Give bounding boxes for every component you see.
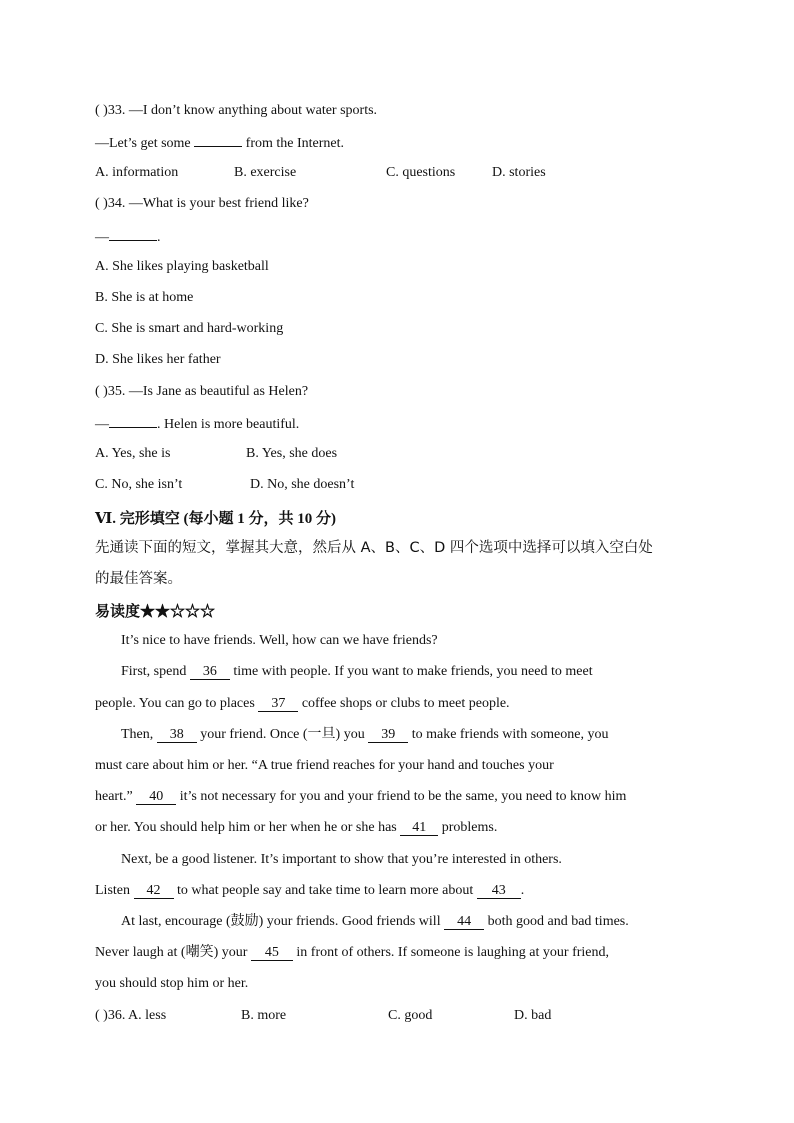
passage-line-7	[95, 819, 497, 837]
section-instruction-2: 的最佳答案。	[95, 571, 182, 587]
q33-option-d: D. stories	[492, 165, 546, 180]
q36-option-c: C. good	[388, 1008, 433, 1023]
blank-37: 37	[258, 696, 298, 712]
passage-text: At last, encourage (鼓励) your friends. Good friends will	[121, 914, 445, 929]
blank-38: 38	[157, 727, 197, 743]
answer-blank	[194, 133, 242, 147]
passage-line-10	[121, 913, 629, 931]
q34-option-a: A. She likes playing basketball	[95, 259, 269, 274]
passage-line-11	[95, 944, 609, 962]
answer-blank	[109, 227, 157, 241]
section-title: Ⅵ. 完形填空 (每小题 1 分，共 10 分)	[95, 511, 336, 527]
q33-stem: ( )33. —I don’t know anything about water sports.	[95, 103, 378, 118]
passage-text: in front of others. If someone is laughing at your friend,	[292, 945, 609, 960]
q34-reply-pre: —	[95, 230, 109, 245]
q34-option-c: C. She is smart and hard-working	[95, 321, 284, 336]
blank-44: 44	[444, 914, 484, 930]
q36-option-b: B. more	[241, 1008, 287, 1023]
passage-text: to make friends with someone, you	[408, 727, 609, 742]
q35-reply-post: . Helen is more beautiful.	[157, 417, 300, 432]
blank-42: 42	[134, 883, 174, 899]
passage-text: Listen	[95, 883, 134, 898]
q34-option-b: B. She is at home	[95, 290, 194, 305]
passage-text: or her. You should help him or her when he or she has	[95, 820, 401, 835]
q33-option-a: A. information	[95, 165, 179, 180]
passage-text: Never laugh at (嘲笑) your	[95, 945, 251, 960]
difficulty-rating: 易读度★★☆☆☆	[95, 604, 216, 620]
passage-text: coffee shops or clubs to meet people.	[298, 696, 510, 711]
blank-45: 45	[251, 945, 293, 961]
blank-40: 40	[136, 789, 176, 805]
q36-option-d: D. bad	[514, 1008, 552, 1023]
passage-line-4	[121, 726, 608, 744]
blank-41: 41	[400, 820, 438, 836]
passage-text: problems.	[438, 820, 498, 835]
passage-line-5: must care about him or her. “A true friend reaches for your hand and touches your	[95, 758, 554, 773]
passage-line-8: Next, be a good listener. It’s important to show that you’re interested in others.	[121, 852, 562, 867]
q35-option-d: D. No, she doesn’t	[250, 477, 355, 492]
passage-text: both good and bad times.	[484, 914, 629, 929]
blank-43: 43	[477, 883, 521, 899]
section-instruction-1: 先通读下面的短文，掌握其大意，然后从 A、B、C、D 四个选项中选择可以填入空白处	[95, 540, 653, 556]
passage-text: to what people say and take time to learn more about	[173, 883, 477, 898]
passage-line-1: It’s nice to have friends. Well, how can we have friends?	[121, 633, 438, 648]
q34-option-d: D. She likes her father	[95, 352, 221, 367]
passage-line-2	[121, 663, 593, 681]
passage-text: .	[520, 883, 525, 898]
passage-line-12: you should stop him or her.	[95, 976, 249, 991]
q33-reply-pre: —Let’s get some	[95, 136, 195, 151]
q36-option-a: ( )36. A. less	[95, 1008, 167, 1023]
q35-stem: ( )35. —Is Jane as beautiful as Helen?	[95, 384, 309, 399]
q35-option-b: B. Yes, she does	[246, 446, 338, 461]
q33-reply-post: from the Internet.	[242, 136, 345, 151]
q35-option-c: C. No, she isn’t	[95, 477, 183, 492]
q33-reply	[95, 133, 344, 153]
blank-36: 36	[190, 664, 230, 680]
q34-reply-post: .	[157, 230, 161, 245]
q35-reply-pre: —	[95, 417, 109, 432]
passage-text: Then,	[121, 727, 157, 742]
passage-text: your friend. Once (一旦) you	[196, 727, 369, 742]
passage-line-3	[95, 695, 510, 713]
passage-text: time with people. If you want to make friends, you need to meet	[229, 664, 593, 679]
passage-text: it’s not necessary for you and your friend to be the same, you need to know him	[176, 789, 627, 804]
passage-line-6	[95, 788, 626, 806]
q33-option-b: B. exercise	[234, 165, 297, 180]
q35-option-a: A. Yes, she is	[95, 446, 171, 461]
passage-text: First, spend	[121, 664, 190, 679]
q35-reply	[95, 414, 299, 434]
q33-option-c: C. questions	[386, 165, 456, 180]
passage-text: people. You can go to places	[95, 696, 259, 711]
passage-text: heart.”	[95, 789, 137, 804]
q34-stem: ( )34. —What is your best friend like?	[95, 196, 309, 211]
q34-reply	[95, 227, 161, 247]
passage-line-9	[95, 882, 524, 900]
blank-39: 39	[368, 727, 408, 743]
answer-blank	[109, 414, 157, 428]
